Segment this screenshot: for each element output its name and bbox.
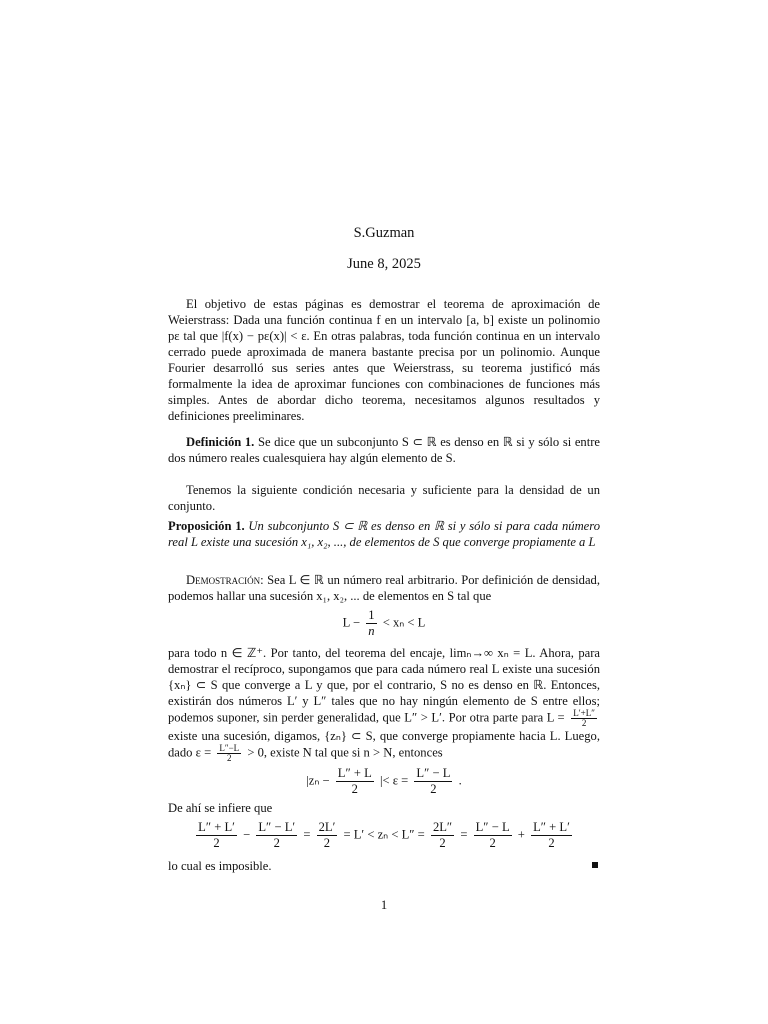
eq3-f1-denominator: 2 (213, 836, 220, 850)
qed-square-icon (592, 862, 598, 868)
eq3-op1: − (243, 827, 251, 842)
eq1-denominator: n (368, 624, 375, 638)
eq3-f1-numerator: L″ + L′ (198, 820, 235, 834)
eq2-f1-denominator: 2 (351, 782, 358, 796)
proof-continuation-1: para todo n ∈ ℤ⁺. Por tanto, del teorema del encaje, limₙ→∞ xₙ = L. Ahora, para demostrar el recíproco, supongamos que para cada número real L existe una sucesión {xₙ} ⊂ S que converge a L y que, por el contrario, S no es denso en ℝ. Entonces, existirán dos números L′ y L″ tales que no hay ningún elemento de S entre ellos; podemos suponer, sin perder generalidad, que L″ > L′. Por otra parte para L = (168, 646, 600, 725)
inline-frac-numerator: L′+L″ (573, 708, 595, 718)
proof-continuation (168, 645, 600, 763)
eq3-fraction-6 (531, 820, 572, 851)
proof-continuation-2: existe una sucesión, digamos, {zₙ} ⊂ S, que converge propiamente hacia L. Luego, dado ε = (168, 729, 600, 760)
eq3-f4-numerator: 2L″ (432, 820, 453, 834)
inline-fraction-epsilon (217, 744, 241, 763)
eq3-op2: = (303, 827, 311, 842)
proof-intro-text: Sea L ∈ ℝ un número real arbitrario. Por definición de densidad, podemos hallar una sucesión x₁, x₂, ... de elementos en S tal que (168, 573, 600, 603)
eq3-op3: = (460, 827, 468, 842)
eq1-left: L − (342, 615, 361, 630)
eq1-numerator: 1 (368, 608, 375, 622)
page-number: 1 (380, 898, 388, 912)
eq3-fraction-3 (317, 820, 338, 851)
inline-frac2-denominator: 2 (226, 753, 232, 763)
inline-fraction-L (571, 709, 597, 728)
eq3-f5-numerator: L″ − L (475, 820, 510, 834)
eq2-end: . (458, 773, 462, 788)
eq1-fraction (366, 608, 376, 639)
eq3-mid: = L′ < zₙ < L″ = (343, 827, 425, 842)
eq3-f6-denominator: 2 (548, 836, 555, 850)
eq3-f3-denominator: 2 (323, 836, 331, 850)
definition-text: Se dice que un subconjunto S ⊂ ℝ es denso en ℝ si y sólo si entre dos número reales cualesquiera hay algún elemento de S. (168, 435, 600, 465)
eq2-fraction-2 (414, 766, 452, 797)
eq2-fraction-1 (336, 766, 374, 797)
document-date: June 8, 2025 (347, 256, 421, 272)
eq3-f4-denominator: 2 (439, 836, 446, 850)
proof-continuation-3: > 0, existe N tal que si n > N, entonces (247, 745, 443, 760)
inline-frac2-numerator: L″−L (219, 743, 240, 753)
eq3-op4: + (517, 827, 525, 842)
equation-bound (168, 608, 600, 639)
equation-epsilon (168, 766, 600, 797)
proof-intro (168, 572, 600, 604)
eq3-f6-numerator: L″ + L′ (533, 820, 570, 834)
eq1-right: < xₙ < L (382, 615, 426, 630)
eq3-f2-numerator: L″ − L′ (258, 820, 296, 834)
eq3-fraction-1 (196, 820, 237, 851)
proposition-block (168, 518, 600, 550)
infer-text: De ahí se infiere que (168, 801, 273, 815)
eq3-fraction-5 (474, 820, 512, 851)
eq3-fraction-2 (256, 820, 297, 851)
proof-label: Demostración: (186, 573, 264, 587)
eq2-f2-numerator: L″ − L (416, 766, 451, 780)
eq3-f3-numerator: 2L′ (318, 820, 336, 834)
author-name: S.Guzman (353, 225, 415, 241)
eq2-f2-denominator: 2 (430, 782, 437, 796)
proof-conclusion: lo cual es imposible. (168, 859, 272, 873)
proposition-label: Proposición 1. (168, 519, 245, 533)
eq2-left: |zₙ − (306, 773, 330, 788)
definition-label: Definición 1. (186, 435, 255, 449)
equation-contradiction (168, 820, 600, 851)
eq2-mid: |< ε = (379, 773, 409, 788)
condition-paragraph: Tenemos la siguiente condición necesaria y suficiente para la densidad de un conjunto. (168, 483, 600, 513)
abstract-paragraph: El objetivo de estas páginas es demostrar el teorema de aproximación de Weierstrass: Dada una función continua f en un intervalo [a, b] existe un polinomio pε tal que |f(x) − pε(x)| < ε. En otras palabras, toda función continua en un intervalo cerrado puede aproximada de manera bastante precisa por un polinomio. Aunque Fourier desarrolló sus series antes que Weierstrass, su teorema justificó más formalmente la idea de aproximar funciones con combinaciones de funciones más simples. Antes de abordar dicho teorema, necesitamos algunos resultados y definiciones preeliminares. (168, 297, 600, 423)
proposition-text: Un subconjunto S ⊂ ℝ es denso en ℝ si y sólo si para cada número real L existe una sucesión x₁, x₂, ..., de elementos de S que converge propiamente a L (168, 519, 600, 549)
eq2-f1-numerator: L″ + L (337, 766, 372, 780)
eq3-f5-denominator: 2 (489, 836, 496, 850)
eq3-f2-denominator: 2 (273, 836, 280, 850)
definition-block (168, 434, 600, 466)
inline-frac-denominator: 2 (581, 718, 587, 728)
eq3-fraction-4 (431, 820, 454, 851)
